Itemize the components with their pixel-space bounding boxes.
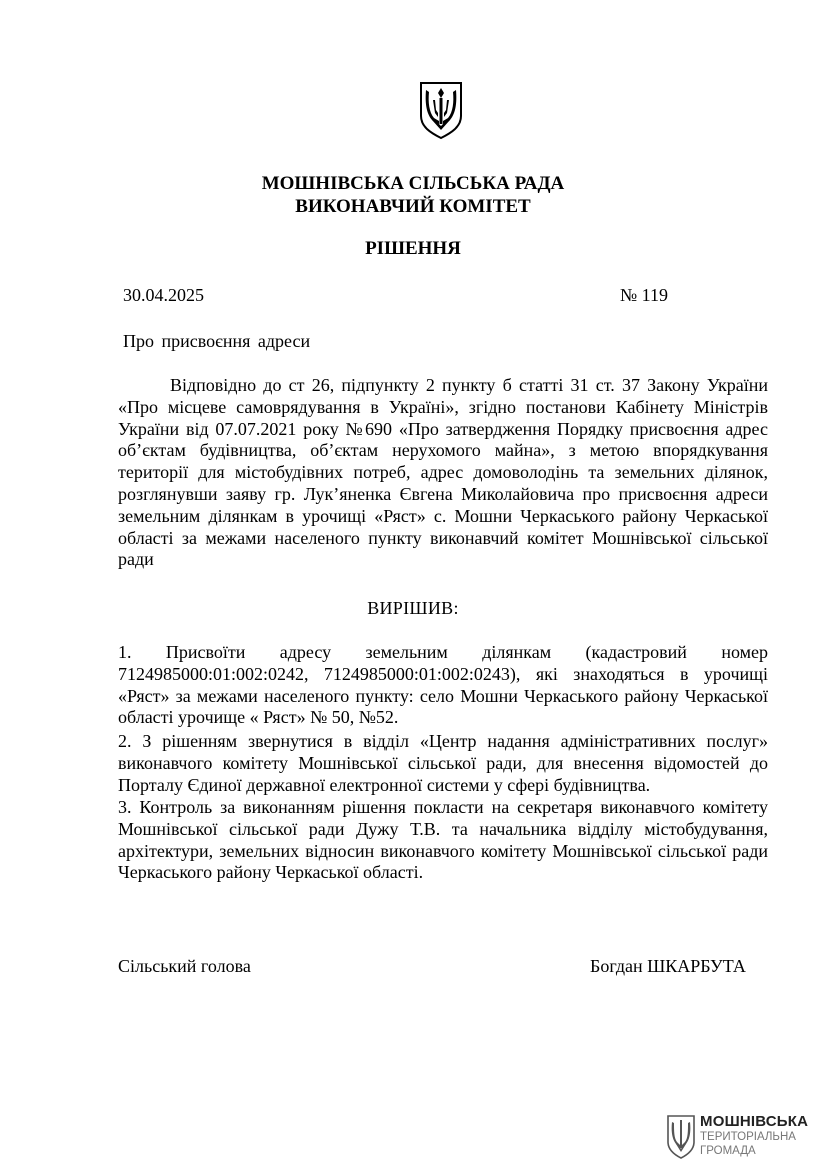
community-logo [666, 1112, 816, 1164]
signatory-position: Сільський голова [118, 956, 251, 976]
signatory-name: Богдан ШКАРБУТА [590, 956, 746, 976]
decision-date: 30.04.2025 [123, 285, 204, 305]
resolution-item-1: 1. Присвоїти адресу земельним ділянкам (кадастровий номер 7124985000:01:002:0242, 7124985000:01:002:0243), які знаходяться в урочищі «Ряст» за межами населеного пункту: село Мошни Черкаського району Черкаської області урочище « Ряст» № 50, №52. [118, 642, 768, 728]
decision-number: № 119 [620, 285, 669, 305]
trident-logo-icon [666, 1114, 696, 1160]
resolution-item-3: 3. Контроль за виконанням рішення покласти на секретаря виконавчого комітету Мошнівської сільської ради Дужу Т.В. та начальника відділу містобудування, архітектури, земельних відносин виконавчого комітету Мошнівської сільської ради Черкаського району Черкаської області. [118, 797, 768, 883]
logo-subtitle-1: ТЕРИТОРІАЛЬНА [700, 1131, 796, 1143]
logo-subtitle-2: ГРОМАДА [700, 1145, 756, 1157]
preamble-paragraph: Відповідно до ст 26, підпункту 2 пункту б статті 31 ст. 37 Закону України «Про місцеве самоврядування в Україні», згідно постанови Кабінету Міністрів України від 07.07.2021 року №690 «Про затвердження Порядку присвоєння адрес об’єктам будівництва, об’єктам нерухомого майна», з метою впорядкування території для містобудівних потреб, адрес домоволодінь та земельних ділянок, розглянувши заяву гр. Лук’яненка Євгена Миколайовича про присвоєння адреси земельним ділянкам в урочищі «Ряст» с. Мошни Черкаського району Черкаської області за межами населеного пункту виконавчий комітет Мошнівської сільської ради [118, 375, 768, 570]
resolution-item-2: 2. З рішенням звернутися в відділ «Центр надання адміністративних послуг» виконавчого комітету Мошнівської сільської ради, для внесення відомостей до Порталу Єдиної державної електронної системи у сфері будівництва. [118, 731, 768, 795]
resolved-heading: ВИРІШИВ: [367, 598, 459, 618]
document-title: РІШЕННЯ [365, 238, 461, 259]
logo-title: МОШНІВСЬКА [700, 1113, 809, 1130]
decision-subject: Про присвоєння адреси [123, 331, 311, 351]
trident-icon [417, 80, 465, 140]
council-name: МОШНІВСЬКА СІЛЬСЬКА РАДА [261, 173, 565, 194]
committee-name: ВИКОНАВЧИЙ КОМІТЕТ [295, 196, 531, 217]
